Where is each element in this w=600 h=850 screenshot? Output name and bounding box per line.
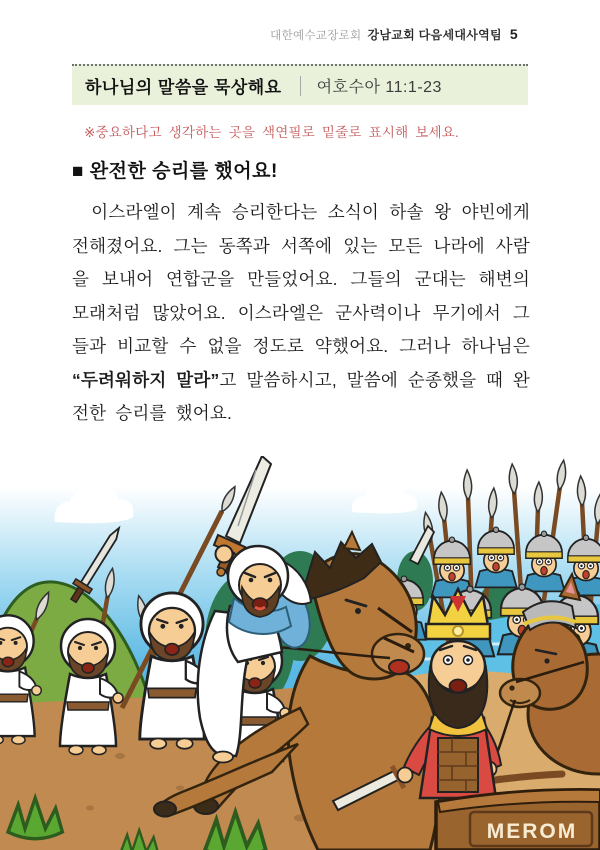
page-header xyxy=(270,26,518,43)
story-text-1: 이스라엘이 계속 승리한다는 소식이 하솔 왕 야빈에게 전해졌어요. 그는 동쪽과 서쪽에 있는 모든 나라에 사람을 보내어 연합군을 만들었어요. 그들의 군대는 해변의 모래처럼 많았어요. 이스라엘은 군사력이나 무기에서 그들과 비교할 수 없을 정도로 약했어요. 그러나 하나님은 xyxy=(72,202,530,356)
story-paragraph xyxy=(72,196,530,431)
meditation-title: 하나님의 말씀을 묵상해요 xyxy=(85,78,282,97)
merom-chariot xyxy=(436,790,600,850)
meditation-title-bar xyxy=(72,64,528,105)
story-illustration xyxy=(0,456,600,850)
underline-instruction-note: ※중요하다고 생각하는 곳을 색연필로 밑줄로 표시해 보세요. xyxy=(84,125,459,140)
story-quote-bold: “두려워하지 말라” xyxy=(72,369,220,390)
section-heading: ■ 완전한 승리를 했어요! xyxy=(72,161,278,182)
scripture-reference: 여호수아 11:1-23 xyxy=(316,79,442,96)
page-number: 5 xyxy=(509,26,518,42)
title-divider xyxy=(300,76,301,96)
brick-armor xyxy=(438,738,478,792)
story-text-2: 고 말씀하시고, 말씀에 순종했을 때 완전한 승리를 했어요. xyxy=(72,369,530,423)
merom-label: MEROM xyxy=(486,820,578,843)
church-team: 강남교회 다음세대사역팀 xyxy=(367,28,502,42)
church-denomination: 대한예수교장로회 xyxy=(270,30,362,42)
